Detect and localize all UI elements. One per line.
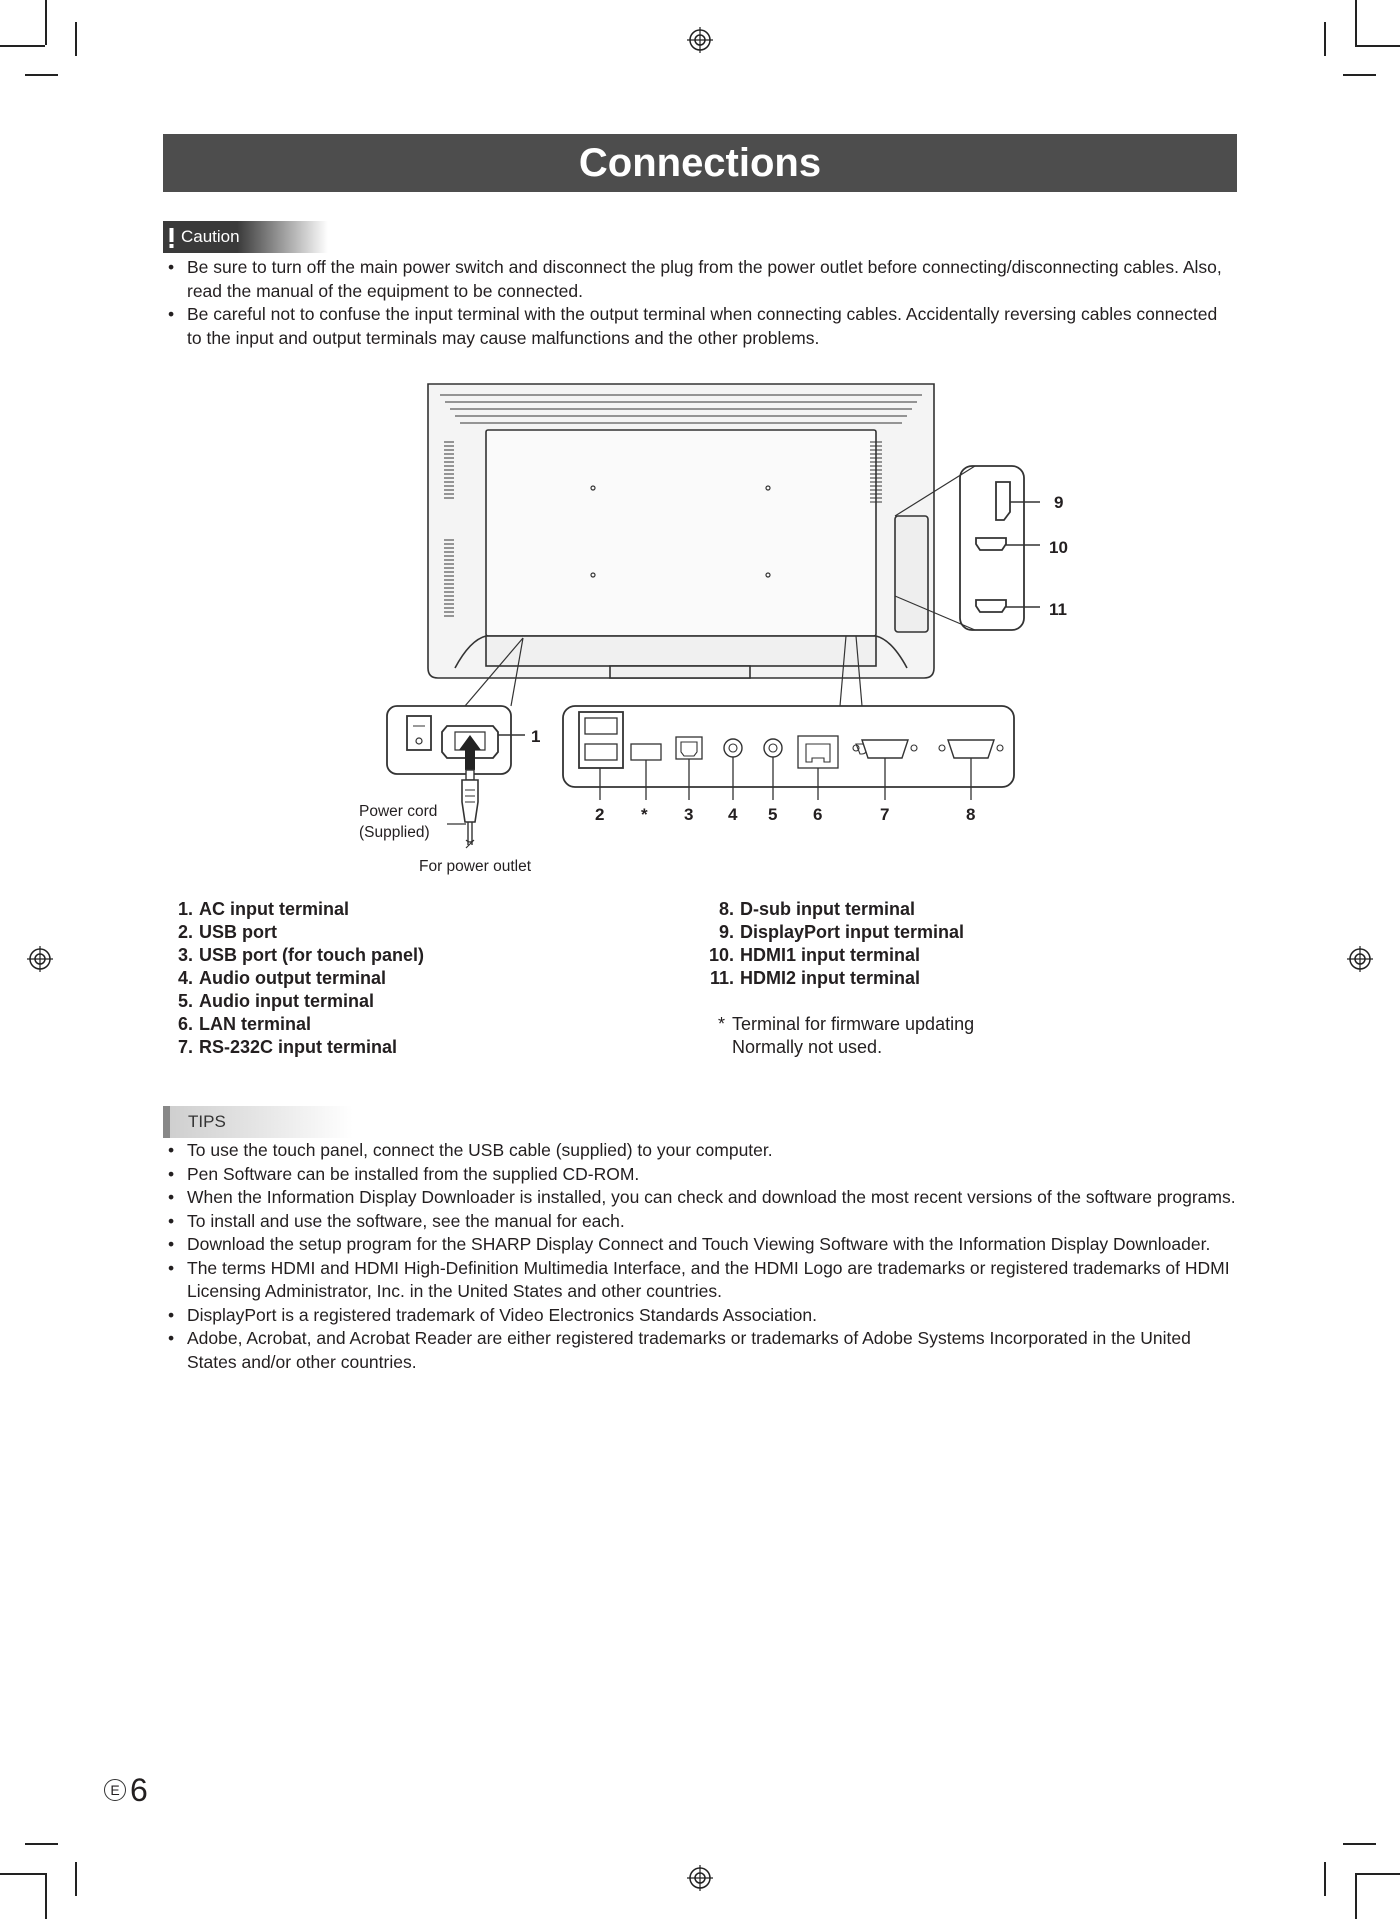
tips-item: • DisplayPort is a registered trademark of Video Electronics Standards Association. <box>163 1304 1238 1328</box>
page-number <box>104 1770 148 1810</box>
tips-item: • The terms HDMI and HDMI High-Definition Multimedia Interface, and the HDMI Logo are trademarks or registered trademarks of HDMI Licensing Administrator, Inc. in the United States and other countries. <box>163 1257 1238 1304</box>
caution-label-text: Caution <box>181 227 240 246</box>
page-letter-badge: E <box>104 1779 126 1801</box>
registration-mark-left <box>27 946 53 972</box>
page-title: Connections <box>163 134 1237 192</box>
tips-item: • When the Information Display Downloader is installed, you can check and download the most recent versions of the software programs. <box>163 1186 1238 1210</box>
list-item: 11. HDMI2 input terminal <box>709 968 921 988</box>
note-asterisk: * <box>718 1014 726 1034</box>
list-item: 6. LAN terminal <box>177 1014 312 1034</box>
tips-item: • To install and use the software, see the manual for each. <box>163 1210 1238 1234</box>
tips-list <box>163 1139 1238 1374</box>
registration-mark-bottom <box>687 1865 713 1891</box>
tips-label: TIPS <box>163 1106 353 1138</box>
list-item: 1. AC input terminal <box>177 899 350 919</box>
list-item: 9. DisplayPort input terminal <box>718 922 965 942</box>
list-item: 3. USB port (for touch panel) <box>177 945 424 965</box>
callout-8: 8 <box>966 805 976 824</box>
page-number-value: 6 <box>130 1772 148 1808</box>
monitor-rear-view <box>428 384 934 678</box>
note-line-1: Terminal for firmware updating <box>732 1014 975 1034</box>
caution-icon <box>169 227 174 247</box>
callout-11: 11 <box>1049 600 1067 619</box>
list-item: 8. D-sub input terminal <box>718 899 915 919</box>
power-cord-label: Power cord <box>359 803 438 820</box>
callout-2: 2 <box>595 805 605 824</box>
list-item: 7. RS-232C input terminal <box>177 1037 398 1057</box>
tips-item: • To use the touch panel, connect the USB cable (supplied) to your computer. <box>163 1139 1238 1163</box>
callout-10: 10 <box>1049 538 1068 557</box>
caution-label <box>163 221 328 253</box>
list-item: 10. HDMI1 input terminal <box>708 945 921 965</box>
tips-item: • Download the setup program for the SHARP Display Connect and Touch Viewing Software with the Information Display Downloader. <box>163 1233 1238 1257</box>
tips-item: • Adobe, Acrobat, and Acrobat Reader are either registered trademarks or trademarks of Adobe Systems Incorporated in the United States and/or other countries. <box>163 1327 1238 1374</box>
callout-6: 6 <box>813 805 823 824</box>
list-item: 2. USB port <box>177 922 277 942</box>
callout-9: 9 <box>1054 493 1064 512</box>
caution-item: • Be sure to turn off the main power switch and disconnect the plug from the power outlet before connecting/disconnecting cables. Also, read the manual of the equipment to be connected. <box>163 256 1233 303</box>
power-outlet-label: For power outlet <box>419 858 531 875</box>
tips-item: • Pen Software can be installed from the supplied CD-ROM. <box>163 1163 1238 1187</box>
callout-5: 5 <box>768 805 778 824</box>
list-item: 4. Audio output terminal <box>177 968 386 988</box>
registration-mark-right <box>1347 946 1373 972</box>
callout-asterisk: * <box>641 805 648 824</box>
terminal-list-right <box>704 898 1204 990</box>
firmware-note <box>718 1013 974 1059</box>
power-cord-supplied-label: (Supplied) <box>359 824 430 841</box>
callout-3: 3 <box>684 805 694 824</box>
registration-mark-top <box>687 27 713 53</box>
list-item: 5. Audio input terminal <box>177 991 374 1011</box>
terminal-list-left <box>163 898 663 1059</box>
caution-item: • Be careful not to confuse the input terminal with the output terminal when connecting cables. Accidentally reversing cables connected to the input and output terminals may cause malfunctions and the other problems. <box>163 303 1233 350</box>
callout-1: 1 <box>531 727 541 746</box>
rear-panel-diagram <box>340 375 1068 885</box>
callout-7: 7 <box>880 805 890 824</box>
note-line-2: Normally not used. <box>732 1037 883 1057</box>
callout-4: 4 <box>728 805 738 824</box>
caution-list <box>163 256 1233 350</box>
